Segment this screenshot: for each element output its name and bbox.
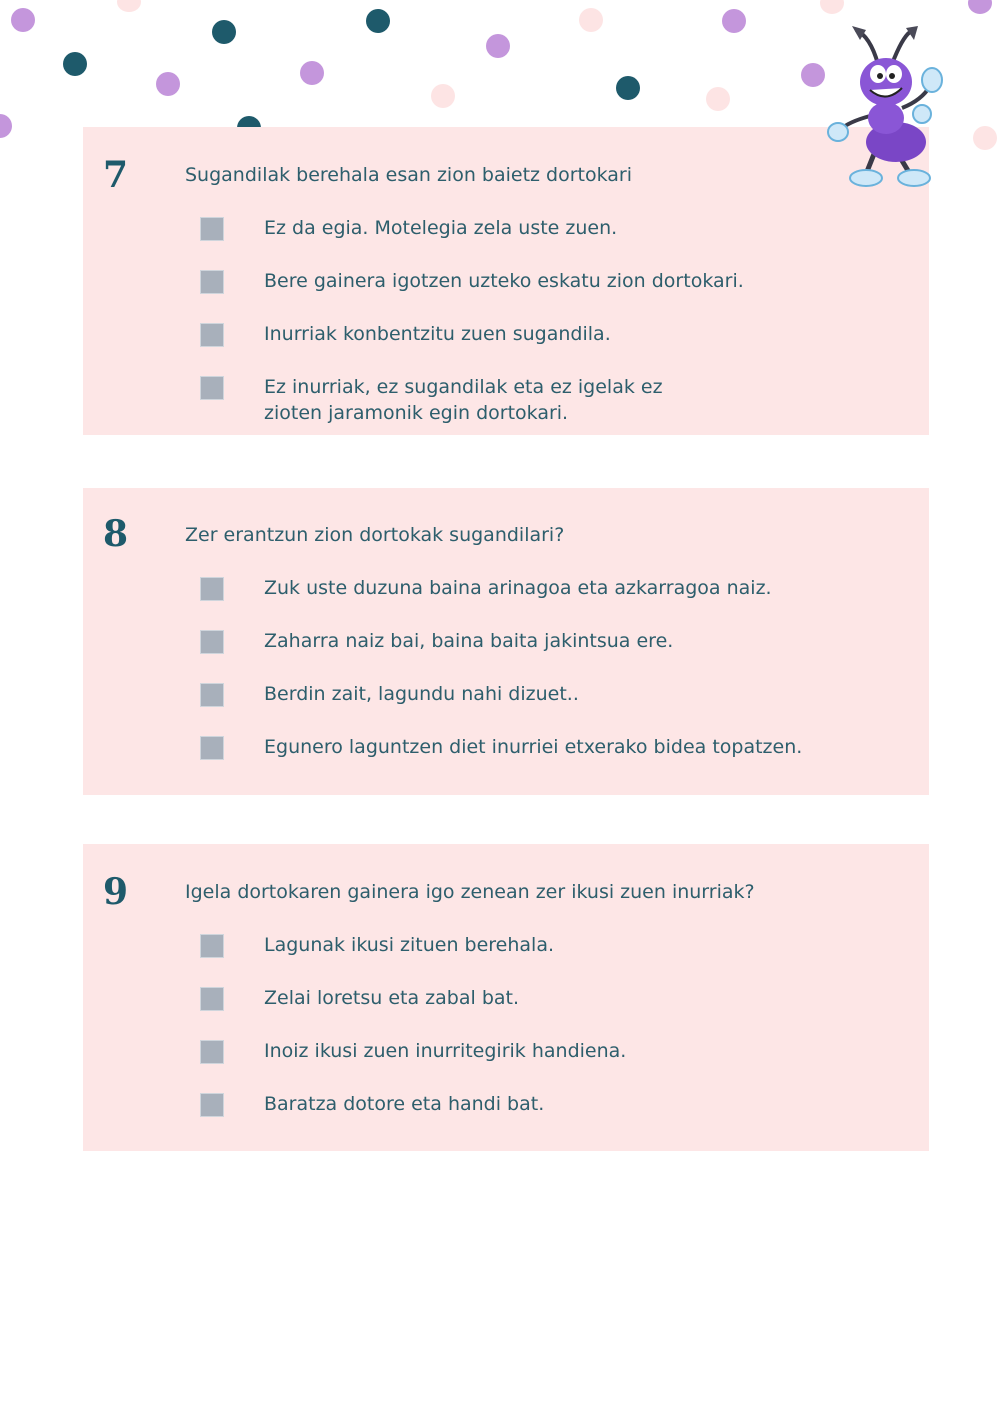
answer-label: Ez inurriak, ez sugandilak eta ez igelak ez zioten jaramonik egin dortokari. [264, 376, 663, 424]
checkbox-icon[interactable] [200, 934, 224, 958]
answer-label: Bere gainera igotzen uzteko eskatu zion dortokari. [264, 270, 744, 292]
dot [820, 0, 844, 14]
question-card-7 [83, 127, 929, 435]
answer-label: Ez da egia. Motelegia zela uste zuen. [264, 217, 618, 239]
answer-label: Zaharra naiz bai, baina baita jakintsua ere. [264, 630, 674, 652]
dot [722, 9, 746, 33]
dot [486, 34, 510, 58]
dot [156, 72, 180, 96]
answer-label: Berdin zait, lagundu nahi dizuet.. [264, 683, 579, 705]
answer-label: Baratza dotore eta handi bat. [264, 1093, 545, 1115]
checkbox-icon[interactable] [200, 683, 224, 707]
checkbox-icon[interactable] [200, 577, 224, 601]
dot [366, 9, 390, 33]
checkbox-icon[interactable] [200, 217, 224, 241]
checkbox-icon[interactable] [200, 323, 224, 347]
answer-label: Zuk uste duzuna baina arinagoa eta azkarragoa naiz. [264, 577, 772, 599]
answer-label: Inoiz ikusi zuen inurritegirik handiena. [264, 1040, 627, 1062]
dot [801, 63, 825, 87]
answer-label: Inurriak konbentzitu zuen sugandila. [264, 323, 611, 345]
checkbox-icon[interactable] [200, 1040, 224, 1064]
dot [0, 114, 12, 138]
dot [300, 61, 324, 85]
checkbox-icon[interactable] [200, 987, 224, 1011]
checkbox-icon[interactable] [200, 270, 224, 294]
answer-label: Zelai loretsu eta zabal bat. [264, 987, 520, 1009]
checkbox-icon[interactable] [200, 1093, 224, 1117]
question-number: 8 [103, 513, 129, 555]
dot [431, 84, 455, 108]
dot [11, 8, 35, 32]
dot [706, 87, 730, 111]
question-number: 9 [103, 871, 129, 913]
question-text: Zer erantzun zion dortokak sugandilari? [185, 524, 565, 546]
answer-label: Egunero laguntzen diet inurriei etxerako bidea topatzen. [264, 736, 803, 758]
checkbox-icon[interactable] [200, 376, 224, 400]
question-card-9 [83, 844, 929, 1151]
checkbox-icon[interactable] [200, 736, 224, 760]
answer-label: Lagunak ikusi zituen berehala. [264, 934, 555, 956]
dot [117, 0, 141, 12]
question-text: Igela dortokaren gainera igo zenean zer ikusi zuen inurriak? [185, 881, 755, 903]
question-text: Sugandilak berehala esan zion baietz dortokari [185, 164, 633, 186]
dot [973, 126, 997, 150]
question-card-8 [83, 488, 929, 795]
dot [968, 0, 992, 14]
dot [212, 20, 236, 44]
checkbox-icon[interactable] [200, 630, 224, 654]
question-number: 7 [103, 154, 129, 196]
ant-mascot-icon [826, 24, 946, 190]
dot [63, 52, 87, 76]
dot [616, 76, 640, 100]
dot [579, 8, 603, 32]
